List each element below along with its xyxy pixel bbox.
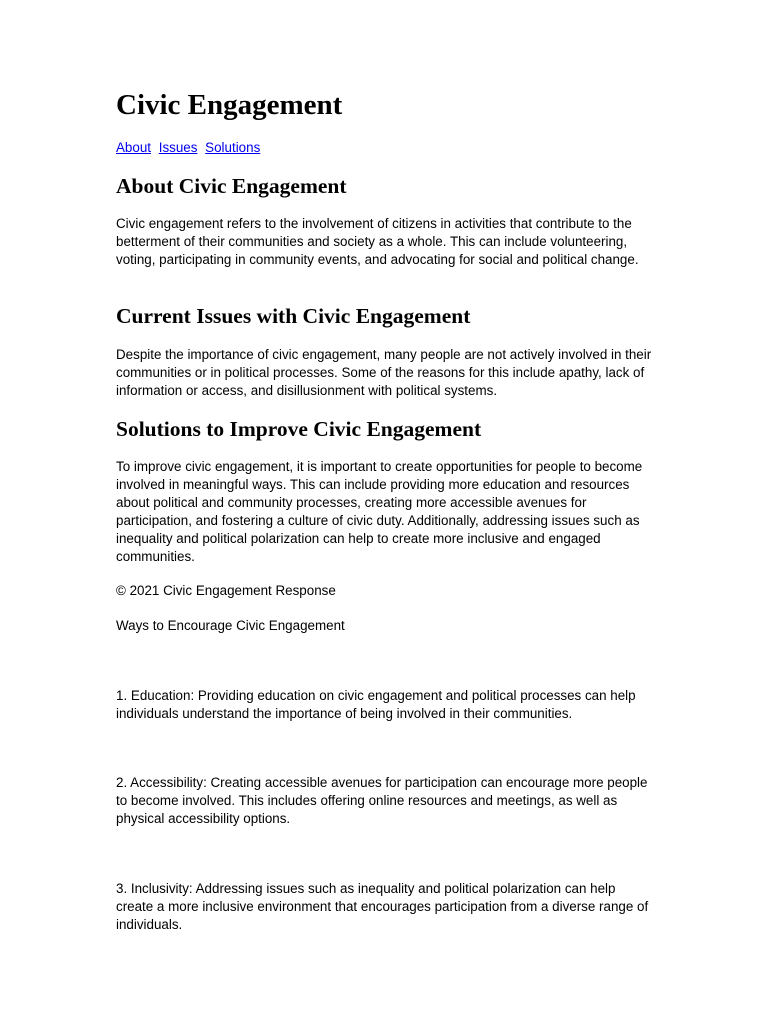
nav-link-solutions[interactable]: Solutions <box>205 140 261 155</box>
solutions-heading: Solutions to Improve Civic Engagement <box>116 417 482 441</box>
issues-paragraph: Despite the importance of civic engagement, many people are not actively involved in their communities or in political processes. Some of the reasons for this include apathy, lack of information or access, and disillusionment with political systems. <box>116 347 652 398</box>
about-paragraph: Civic engagement refers to the involvement of citizens in activities that contribute to the betterment of their communities and society as a whole. This can include volunteering, voting, participating in community events, and advocating for social and political change. <box>116 216 639 267</box>
ways-list-item: 2. Accessibility: Creating accessible avenues for participation can encourage more people to become involved. This includes offering online resources and meetings, as well as physical accessibility options. <box>116 775 648 826</box>
ways-heading: Ways to Encourage Civic Engagement <box>116 618 345 633</box>
nav-link-about[interactable]: About <box>116 140 151 155</box>
about-heading: About Civic Engagement <box>116 174 347 198</box>
page-title: Civic Engagement <box>116 89 343 121</box>
issues-heading: Current Issues with Civic Engagement <box>116 304 471 328</box>
ways-list-item: 3. Inclusivity: Addressing issues such as inequality and political polarization can help create a more inclusive environment that encourages participation from a diverse range of individuals. <box>116 881 649 932</box>
nav-link-issues[interactable]: Issues <box>158 140 198 155</box>
nav-links <box>116 139 264 156</box>
copyright-text: © 2021 Civic Engagement Response <box>116 583 336 598</box>
solutions-paragraph: To improve civic engagement, it is important to create opportunities for people to become involved in meaningful ways. This can include providing more education and resources about political and community processes, creating more accessible avenues for participation, and fostering a culture of civic duty. Additionally, addressing issues such as inequality and political polarization can help to create more inclusive and engaged communities. <box>116 459 643 564</box>
ways-list-item: 1. Education: Providing education on civic engagement and political processes can help individuals understand the importance of being involved in their communities. <box>116 688 636 721</box>
